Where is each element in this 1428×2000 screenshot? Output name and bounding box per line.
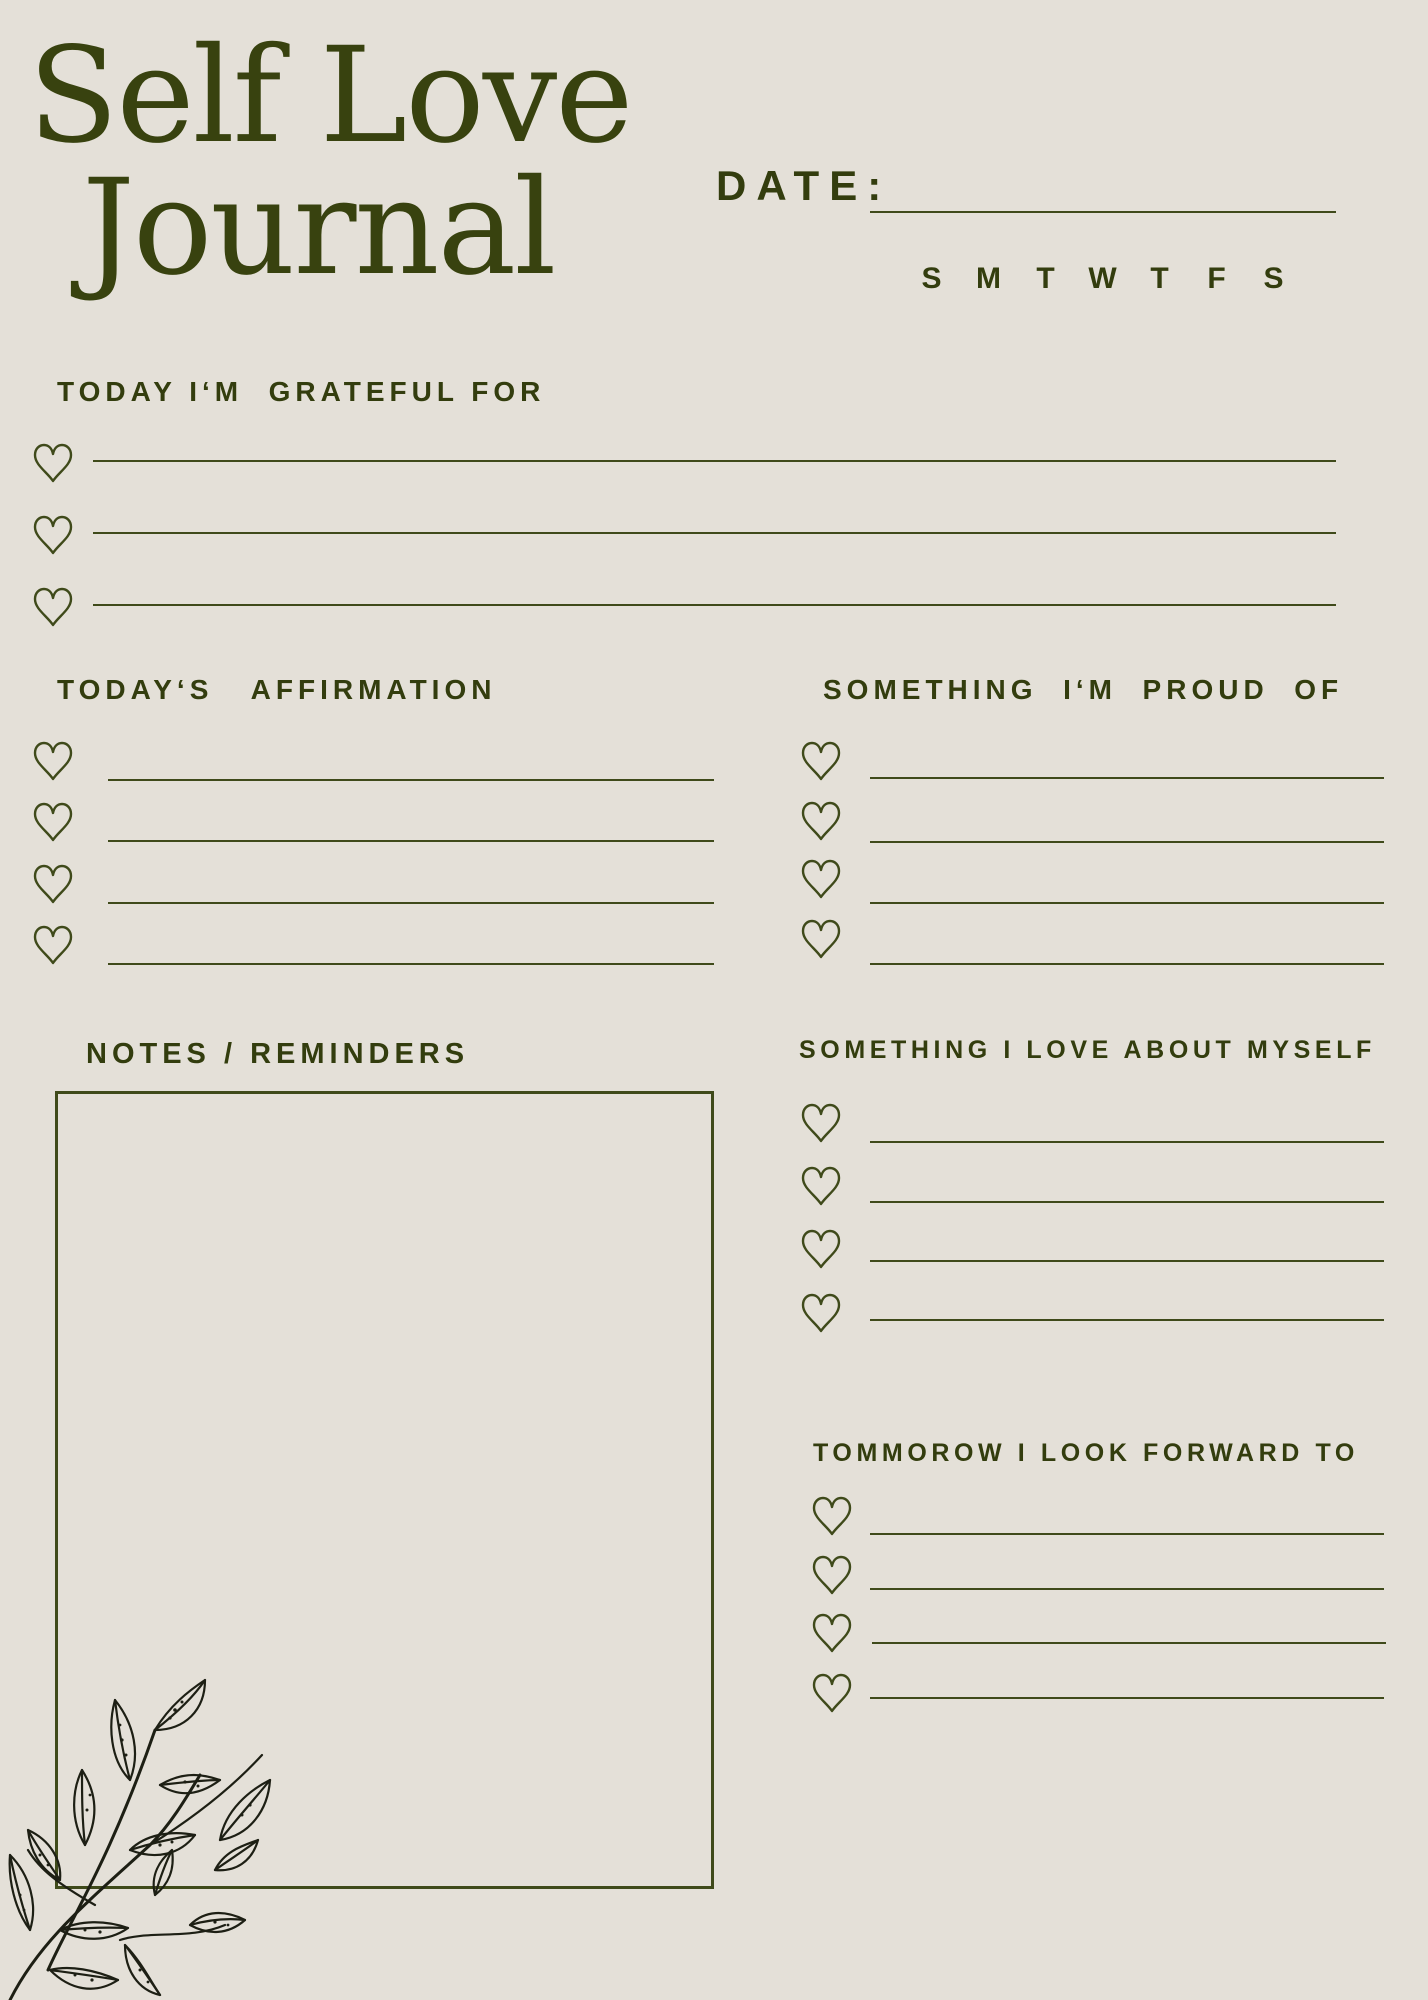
love-line-4[interactable] (870, 1319, 1384, 1321)
proud-heading: SOMETHING I‘M PROUD OF (823, 674, 1344, 705)
heart-outline-icon (810, 1494, 854, 1538)
grateful-line-3[interactable] (93, 604, 1336, 606)
affirmation-line-1[interactable] (108, 779, 714, 781)
date-label: DATE: (716, 162, 892, 209)
heart-outline-icon (31, 739, 75, 783)
love-line-1[interactable] (870, 1141, 1384, 1143)
proud-line-4[interactable] (870, 963, 1384, 965)
heart-outline-icon (810, 1671, 854, 1715)
heart-outline-icon (31, 585, 75, 629)
love-line-2[interactable] (870, 1201, 1384, 1203)
weekday-selector (903, 262, 1302, 296)
proud-line-2[interactable] (870, 841, 1384, 843)
heart-outline-icon (810, 1611, 854, 1655)
weekday-friday[interactable]: F (1207, 262, 1226, 295)
heart-outline-icon (799, 857, 843, 901)
heart-outline-icon (799, 1291, 843, 1335)
weekday-thursday[interactable]: T (1150, 262, 1169, 295)
heart-outline-icon (31, 862, 75, 906)
proud-line-3[interactable] (870, 902, 1384, 904)
grateful-line-1[interactable] (93, 460, 1336, 462)
proud-line-1[interactable] (870, 777, 1384, 779)
weekday-saturday[interactable]: S (1263, 262, 1284, 295)
heart-outline-icon (799, 739, 843, 783)
affirmation-line-3[interactable] (108, 902, 714, 904)
heart-outline-icon (810, 1553, 854, 1597)
heart-outline-icon (799, 1101, 843, 1145)
title-line-2: Journal (82, 151, 555, 305)
weekday-tuesday[interactable]: T (1036, 262, 1055, 295)
affirmation-heading: TODAY‘S AFFIRMATION (57, 674, 497, 705)
grateful-heading: TODAY I‘M GRATEFUL FOR (57, 376, 546, 407)
weekday-monday[interactable]: M (976, 262, 1001, 295)
affirmation-line-2[interactable] (108, 840, 714, 842)
tomorrow-line-2[interactable] (870, 1588, 1384, 1590)
notes-heading: NOTES / REMINDERS (86, 1038, 470, 1070)
heart-outline-icon (799, 799, 843, 843)
heart-outline-icon (799, 1227, 843, 1271)
tomorrow-line-3[interactable] (872, 1642, 1386, 1644)
weekday-sunday[interactable]: S (921, 262, 942, 295)
weekday-wednesday[interactable]: W (1088, 262, 1117, 295)
love-heading: SOMETHING I LOVE ABOUT MYSELF (799, 1036, 1376, 1064)
love-line-3[interactable] (870, 1260, 1384, 1262)
grateful-line-2[interactable] (93, 532, 1336, 534)
heart-outline-icon (799, 917, 843, 961)
heart-outline-icon (799, 1164, 843, 1208)
tomorrow-line-1[interactable] (870, 1533, 1384, 1535)
heart-outline-icon (31, 441, 75, 485)
heart-outline-icon (31, 923, 75, 967)
date-line[interactable] (870, 211, 1336, 213)
affirmation-line-4[interactable] (108, 963, 714, 965)
tomorrow-line-4[interactable] (870, 1697, 1384, 1699)
heart-outline-icon (31, 513, 75, 557)
heart-outline-icon (31, 800, 75, 844)
title-line-1: Self Love (28, 19, 632, 173)
leaf-sprig-icon (0, 1670, 290, 2000)
tomorrow-heading: TOMMOROW I LOOK FORWARD TO (813, 1439, 1359, 1467)
